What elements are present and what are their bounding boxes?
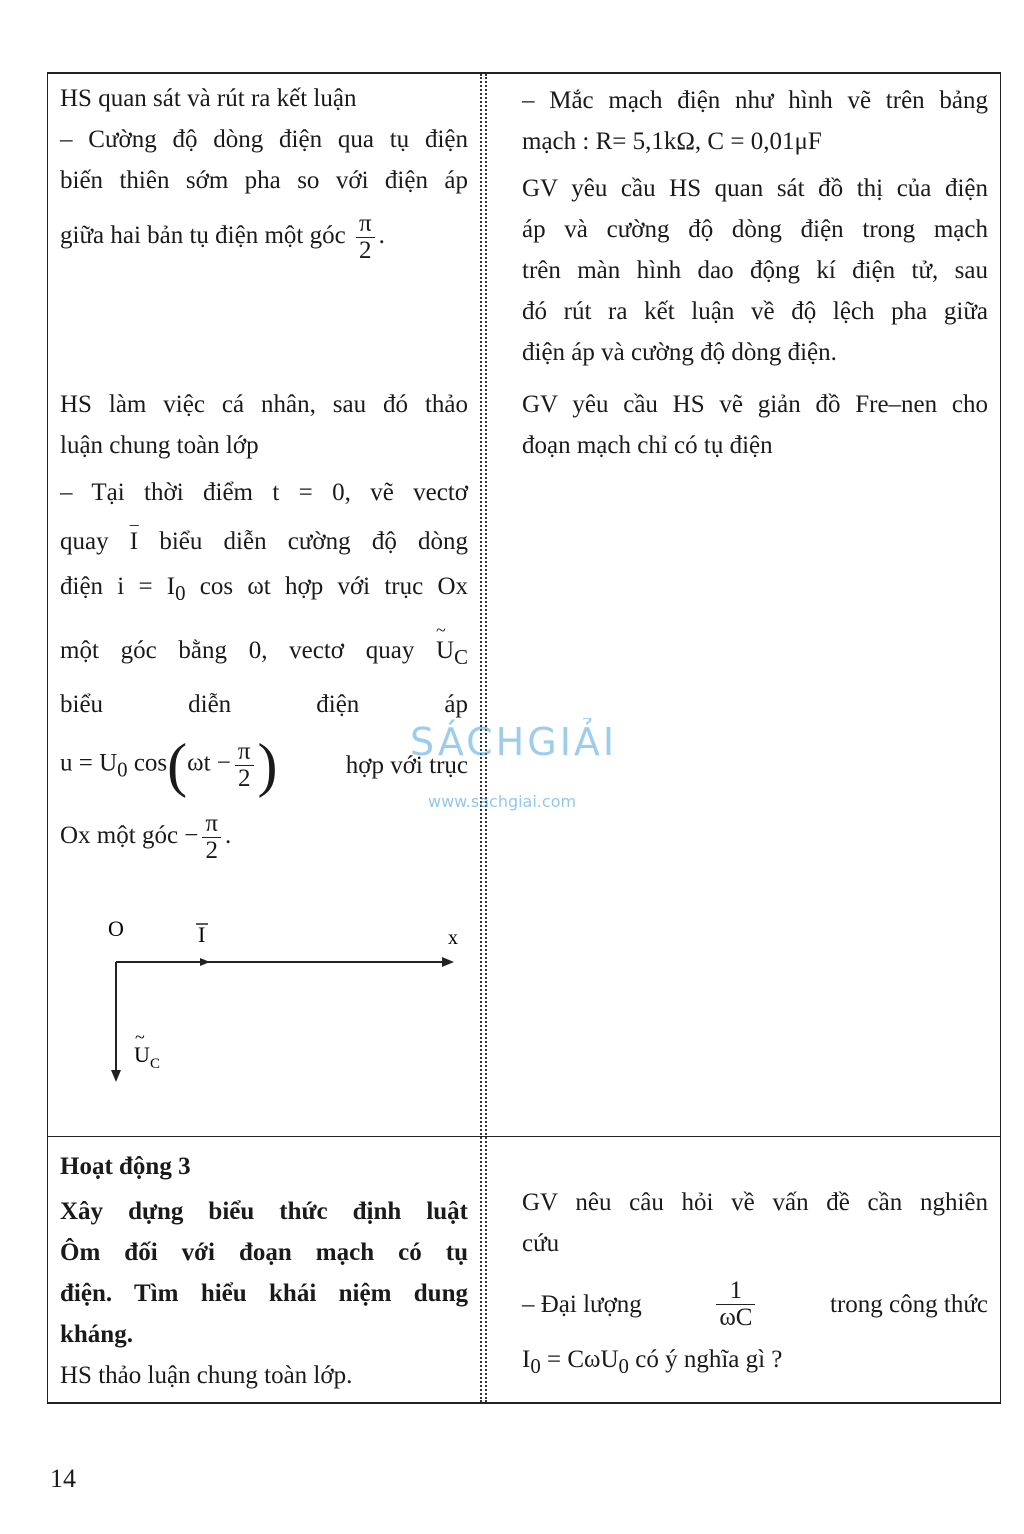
voltage-eq: $u = U_0$ cos(ωt − $\frac{\pi}{2}$ ) <box>60 732 278 798</box>
row1-right-line: – Mắc mạch điện như hình vẽ trên bảng <box>522 87 988 114</box>
row3-right-cell <box>522 1182 988 1387</box>
row2-left-line <box>60 732 468 798</box>
row2-left-line: – Tại thời điểm t = 0, vẽ vectơ <box>60 479 468 506</box>
row1-left-line: giữa hai bản tụ điện một góc $\frac{\pi}{2}$ . <box>60 210 385 264</box>
row2-right-line: đoạn mạch chỉ có tụ điện <box>522 432 773 459</box>
one-over-omega-c: $\frac{1}{\omega C}$ <box>716 1278 755 1331</box>
text-span: trong công thức <box>830 1291 988 1318</box>
x-axis-label: x <box>448 927 458 949</box>
row3-left-bold-line: Xây dựng biểu thức định luật <box>60 1198 468 1225</box>
pi-over-2-fraction: $\frac{\pi}{2}$ <box>202 811 221 864</box>
formula: I <box>522 1346 531 1373</box>
row1-right-line: trên màn hình dao động kí điện tử, sau <box>522 257 988 284</box>
row3-left-plain: HS thảo luận chung toàn lớp. <box>60 1362 353 1389</box>
text-span: một góc bằng 0, vectơ quay <box>60 637 415 664</box>
row1-left-line: biến thiên sớm pha so với điện áp <box>60 167 468 194</box>
row1-left-line: – Cường độ dòng điện qua tụ điện <box>60 126 468 153</box>
row3-right-line <box>522 1278 988 1331</box>
fresnel-diagram <box>90 910 470 1090</box>
text-span: Ox một góc <box>60 822 179 850</box>
text-span: có ý nghĩa gì ? <box>635 1346 783 1373</box>
uc-arrowhead <box>111 1070 121 1082</box>
uc-tilde: ~ <box>135 1027 145 1047</box>
row2-left-line: Ox một góc − $\frac{\pi}{2}$ . <box>60 810 232 864</box>
text-span: hợp với trục Ox <box>284 573 468 600</box>
current-eq: điện i = I <box>60 573 176 600</box>
pi-over-2-fraction: $\frac{\pi}{2}$ <box>356 211 375 264</box>
row1-right-line: GV yêu cầu HS quan sát đồ thị của điện <box>522 175 988 202</box>
row3-right-line: cứu <box>522 1230 560 1257</box>
row2-left-line <box>60 630 468 678</box>
origin-label: O <box>108 916 124 941</box>
row1-right-line: điện áp và cường độ dòng điện. <box>522 339 837 366</box>
row2-right-line: GV yêu cầu HS vẽ giản đồ Fre–nen cho <box>522 391 988 418</box>
text-span: hợp với trục <box>345 751 468 779</box>
text-span: – Đại lượng <box>522 1291 642 1318</box>
row1-right-line: đó rút ra kết luận về độ lệch pha giữa <box>522 298 988 325</box>
watermark-logo: SÁCHGIẢI <box>410 720 618 764</box>
row3-right-line: GV nêu câu hỏi về vấn đề cần nghiên <box>522 1189 988 1216</box>
page-number: 14 <box>50 1464 76 1493</box>
row2-left-line <box>60 521 468 562</box>
watermark-url: www.sachgiai.com <box>428 792 577 811</box>
row1-right-cell <box>522 80 988 373</box>
row1-left-cell <box>60 78 468 264</box>
uc-subscript: C <box>150 1056 161 1072</box>
row1-right-line: áp và cường độ dòng điện trong mạch <box>522 216 988 243</box>
row2-left-line: luận chung toàn lớp <box>60 432 259 459</box>
uc-vector-label: U <box>134 1042 150 1067</box>
row2-left-line: biểu diễn điện áp <box>60 691 468 718</box>
i-arrowhead <box>200 958 210 966</box>
row2-right-cell <box>522 384 988 466</box>
row2-left-cell <box>60 384 468 864</box>
row2-left-line: điện $i = I_0$ cos ωt hợp với trục Ox <box>60 573 468 605</box>
i-vector-label: I <box>198 922 206 947</box>
vector-i-symbol: – I <box>130 521 138 562</box>
row3-left-bold-line: điện. Tìm hiểu khái niệm dung <box>60 1280 468 1307</box>
row3-left-bold-line: Ôm đối với đoạn mạch có tụ <box>60 1239 468 1266</box>
text-span: biểu diễn cường độ dòng <box>159 528 469 555</box>
ox-arrowhead <box>442 957 454 967</box>
row2-left-line: HS làm việc cá nhân, sau đó thảo <box>60 391 468 418</box>
pi-over-2-fraction: $\frac{\pi}{2}$ <box>235 739 254 792</box>
row3-left-bold-line: kháng. <box>60 1321 133 1348</box>
row3-right-line: $I_0 = C\omega U_0$ có ý nghĩa gì ? <box>522 1346 783 1378</box>
row-divider <box>48 1136 1000 1137</box>
quay-text: quay <box>60 528 109 555</box>
row3-left-cell <box>60 1146 468 1396</box>
row1-left-line: HS quan sát và rút ra kết luận <box>60 85 357 112</box>
vector-uc-symbol: ~ $U_C$ <box>436 630 468 678</box>
angle-text: giữa hai bản tụ điện một góc <box>60 222 346 250</box>
row1-right-line: mạch : R= 5,1kΩ, C = 0,01μF <box>522 128 822 155</box>
activity-title: Hoạt động 3 <box>60 1153 191 1180</box>
cos-wt: cos ωt <box>199 573 271 600</box>
